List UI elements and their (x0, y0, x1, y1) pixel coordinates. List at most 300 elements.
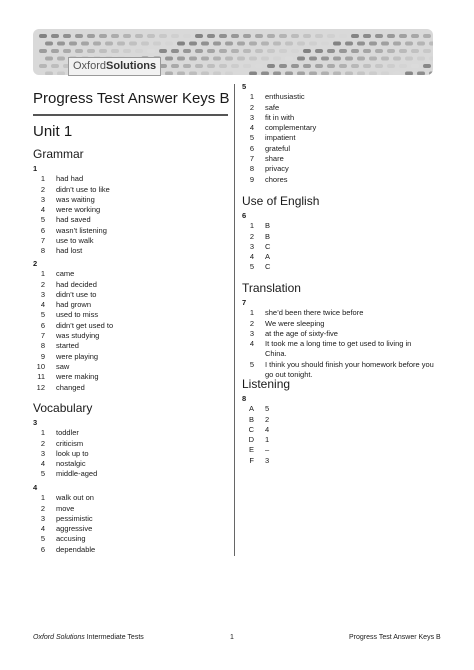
pattern-dash (177, 57, 185, 61)
answer-number: F (249, 455, 254, 465)
answer-text: had lost (56, 246, 83, 256)
answer-number: E (248, 445, 254, 455)
answer-item (242, 92, 434, 102)
footer-level: Intermediate Tests (84, 634, 144, 641)
answer-text: had decided (56, 279, 97, 289)
answer-number: 6 (40, 544, 45, 554)
answer-text: It took me a long time to get used to living in China. (265, 339, 412, 359)
pattern-dash (387, 49, 395, 53)
pattern-dash (411, 64, 419, 68)
pattern-dash (171, 34, 179, 38)
pattern-dash (411, 34, 419, 38)
pattern-dash (255, 64, 263, 68)
pattern-dash (111, 34, 119, 38)
pattern-dash (309, 72, 317, 76)
answer-item (33, 362, 228, 372)
pattern-dash (381, 72, 389, 76)
answer-number: 7 (40, 236, 45, 246)
answer-item (33, 545, 228, 555)
pattern-dash (213, 57, 221, 61)
answer-item (242, 415, 434, 425)
pattern-dash (51, 64, 59, 68)
answer-number: 2 (40, 438, 45, 448)
pattern-dash (153, 42, 161, 46)
answer-item (242, 456, 434, 466)
answer-item (242, 308, 434, 318)
pattern-dash (351, 34, 359, 38)
answer-number: 5 (40, 469, 45, 479)
pattern-dash (429, 72, 433, 76)
answer-number: 1 (40, 269, 45, 279)
pattern-dash (273, 57, 281, 61)
pattern-dash (423, 34, 431, 38)
pattern-dash (159, 49, 167, 53)
pattern-dash (291, 64, 299, 68)
answer-text: nostalgic (56, 459, 86, 469)
answer-text: fit in with (265, 112, 295, 122)
answer-text: didn’t use to like (56, 184, 110, 194)
answer-number: 9 (249, 174, 254, 184)
pattern-dash (201, 42, 209, 46)
pattern-dash (177, 42, 185, 46)
answer-text: enthusiastic (265, 92, 305, 102)
answer-item (33, 226, 228, 236)
pattern-dash (303, 49, 311, 53)
answer-text: used to miss (56, 310, 99, 320)
pattern-dash (147, 34, 155, 38)
answer-item (242, 319, 434, 329)
answer-text: look up to (56, 448, 89, 458)
pattern-dash (297, 57, 305, 61)
pattern-dash (321, 72, 329, 76)
pattern-dash (183, 34, 191, 38)
oxford-solutions-logo (68, 57, 161, 76)
answer-text: didn’t get used to (56, 320, 114, 330)
answer-item (242, 425, 434, 435)
answer-number: 1 (40, 493, 45, 503)
pattern-dash (225, 42, 233, 46)
answer-text: 3 (265, 455, 270, 465)
exercise-8 (242, 394, 434, 466)
answer-item (33, 290, 228, 300)
pattern-dash (237, 42, 245, 46)
answer-item (242, 339, 434, 360)
answer-number: 8 (40, 341, 45, 351)
pattern-dash (369, 72, 377, 76)
answer-item (242, 435, 434, 445)
pattern-dash (261, 57, 269, 61)
exercise-7 (242, 298, 434, 380)
answer-text: grateful (265, 143, 291, 153)
pattern-dash (417, 72, 425, 76)
pattern-dash (315, 34, 323, 38)
pattern-dash (279, 64, 287, 68)
pattern-dash (51, 34, 59, 38)
pattern-dash (219, 34, 227, 38)
footer-page-number: 1 (230, 634, 234, 641)
pattern-dash (57, 72, 65, 76)
answer-text: dependable (56, 544, 96, 554)
answer-number: D (248, 435, 254, 445)
pattern-dash (225, 57, 233, 61)
column-divider (234, 84, 235, 556)
pattern-dash (201, 72, 209, 76)
logo-word-oxford: Oxford (73, 60, 107, 72)
pattern-dash (243, 34, 251, 38)
pattern-dash (135, 34, 143, 38)
pattern-dash (255, 34, 263, 38)
pattern-dash (249, 72, 257, 76)
answer-text: C (265, 241, 271, 251)
answer-item (242, 232, 434, 242)
answer-number: 2 (249, 102, 254, 112)
answer-item (33, 524, 228, 534)
answer-number: 2 (40, 184, 45, 194)
answer-item (242, 262, 434, 272)
answer-text: changed (56, 382, 85, 392)
footer-right: Progress Test Answer Keys B (349, 634, 441, 641)
pattern-dash (351, 49, 359, 53)
exercise-number: 4 (33, 483, 38, 492)
unit-title: Unit 1 (33, 123, 73, 140)
answer-number: 4 (40, 300, 45, 310)
pattern-dash (249, 57, 257, 61)
answer-number: 2 (40, 503, 45, 513)
pattern-dash (279, 34, 287, 38)
pattern-dash (405, 57, 413, 61)
pattern-dash (333, 57, 341, 61)
pattern-dash (357, 57, 365, 61)
pattern-dash (123, 34, 131, 38)
answer-item (242, 221, 434, 231)
exercise-5 (242, 82, 434, 185)
pattern-dash (327, 34, 335, 38)
answer-text: she’d been there twice before (265, 308, 364, 318)
footer-series-name: Oxford Solutions (33, 634, 85, 641)
exercise-number: 8 (242, 394, 247, 403)
answer-item (242, 144, 434, 154)
answer-text: aggressive (56, 524, 93, 534)
answer-item (33, 439, 228, 449)
answer-number: 10 (36, 361, 45, 371)
answer-number: 4 (249, 252, 254, 262)
answer-item (242, 164, 434, 174)
pattern-dash (39, 34, 47, 38)
pattern-dash (249, 42, 257, 46)
answer-item (242, 242, 434, 252)
answer-item (33, 534, 228, 544)
answer-number: 6 (40, 320, 45, 330)
pattern-dash (279, 49, 287, 53)
pattern-dash (183, 49, 191, 53)
answer-text: share (265, 154, 284, 164)
pattern-dash (189, 72, 197, 76)
answer-number: 1 (40, 174, 45, 184)
pattern-dash (291, 49, 299, 53)
answer-item (33, 205, 228, 215)
answer-number: 5 (249, 262, 254, 272)
pattern-dash (357, 72, 365, 76)
footer-left (33, 634, 144, 641)
pattern-dash (303, 34, 311, 38)
answer-item (33, 280, 228, 290)
answer-item (33, 195, 228, 205)
section-vocabulary: Vocabulary (33, 401, 93, 415)
pattern-dash (315, 49, 323, 53)
answer-text: C (265, 262, 271, 272)
answer-text: walk out on (56, 493, 94, 503)
pattern-dash (393, 42, 401, 46)
pattern-dash (387, 34, 395, 38)
answer-item (33, 459, 228, 469)
pattern-dash (159, 34, 167, 38)
pattern-dash (255, 49, 263, 53)
answer-number: 4 (249, 339, 254, 349)
pattern-dash (105, 42, 113, 46)
answer-number: B (248, 414, 254, 424)
pattern-dash (195, 49, 203, 53)
answer-text: wasn’t listening (56, 225, 107, 235)
answer-item (33, 514, 228, 524)
answer-number: 5 (249, 359, 254, 369)
answer-text: toddler (56, 428, 79, 438)
answer-item (33, 215, 228, 225)
answer-number: 4 (249, 123, 254, 133)
pattern-dash (333, 42, 341, 46)
answer-item (33, 493, 228, 503)
pattern-dash (129, 42, 137, 46)
answer-number: 1 (249, 221, 254, 231)
answer-number: 5 (40, 534, 45, 544)
pattern-dash (243, 49, 251, 53)
pattern-dash (87, 34, 95, 38)
pattern-dash (165, 72, 173, 76)
answer-number: 3 (40, 513, 45, 523)
pattern-dash (225, 72, 233, 76)
pattern-dash (315, 64, 323, 68)
answer-text: I think you should finish your homework before you go out tonight. (265, 359, 434, 380)
answer-number: 5 (40, 310, 45, 320)
pattern-dash (327, 49, 335, 53)
pattern-dash (99, 49, 107, 53)
answer-number: 1 (249, 308, 254, 318)
answer-item (242, 175, 434, 185)
pattern-dash (267, 34, 275, 38)
pattern-dash (111, 49, 119, 53)
exercise-2 (33, 259, 228, 393)
title-underline (33, 114, 228, 116)
pattern-dash (309, 57, 317, 61)
pattern-dash (39, 49, 47, 53)
pattern-dash (333, 72, 341, 76)
pattern-dash (45, 72, 53, 76)
answer-number: 7 (249, 154, 254, 164)
answer-text: accusing (56, 534, 86, 544)
pattern-dash (339, 64, 347, 68)
pattern-dash (63, 49, 71, 53)
pattern-dash (207, 49, 215, 53)
pattern-dash (399, 64, 407, 68)
answer-number: 3 (249, 241, 254, 251)
pattern-dash (375, 64, 383, 68)
pattern-dash (207, 64, 215, 68)
pattern-dash (273, 72, 281, 76)
pattern-dash (147, 49, 155, 53)
exercise-6 (242, 211, 434, 273)
answer-text: chores (265, 174, 288, 184)
pattern-dash (171, 64, 179, 68)
pattern-dash (399, 34, 407, 38)
answer-number: 8 (40, 246, 45, 256)
answer-item (33, 174, 228, 184)
pattern-dash (429, 57, 433, 61)
exercise-1 (33, 164, 228, 257)
exercise-number: 3 (33, 418, 38, 427)
pattern-dash (213, 42, 221, 46)
answer-number: 3 (249, 328, 254, 338)
pattern-dash (339, 34, 347, 38)
answer-text: had had (56, 174, 84, 184)
pattern-dash (393, 72, 401, 76)
pattern-dash (87, 49, 95, 53)
pattern-dash (405, 72, 413, 76)
pattern-dash (213, 72, 221, 76)
section-translation: Translation (242, 281, 301, 295)
pattern-dash (237, 72, 245, 76)
pattern-dash (45, 42, 53, 46)
answer-item (33, 449, 228, 459)
answer-text: at the age of sixty-five (265, 328, 338, 338)
answer-number: 2 (40, 279, 45, 289)
pattern-dash (393, 57, 401, 61)
pattern-dash (231, 49, 239, 53)
answer-text: move (56, 503, 75, 513)
answer-item (242, 329, 434, 339)
pattern-dash (381, 42, 389, 46)
answer-number: 4 (40, 459, 45, 469)
exercise-number: 7 (242, 298, 247, 307)
pattern-dash (57, 57, 65, 61)
pattern-dash (363, 64, 371, 68)
pattern-dash (45, 57, 53, 61)
section-grammar: Grammar (33, 147, 84, 161)
pattern-dash (69, 42, 77, 46)
answer-number: 8 (249, 164, 254, 174)
pattern-dash (201, 57, 209, 61)
pattern-dash (231, 34, 239, 38)
answer-text: had saved (56, 215, 91, 225)
answer-text: 1 (265, 435, 270, 445)
pattern-dash (93, 42, 101, 46)
pattern-dash (63, 34, 71, 38)
answer-number: 1 (249, 92, 254, 102)
pattern-dash (267, 64, 275, 68)
pattern-dash (369, 42, 377, 46)
answer-text: privacy (265, 164, 289, 174)
answer-item (242, 103, 434, 113)
pattern-dash (123, 49, 131, 53)
exercise-number: 6 (242, 211, 247, 220)
pattern-dash (141, 42, 149, 46)
answer-number: 12 (36, 382, 45, 392)
pattern-dash (39, 64, 47, 68)
answer-text: started (56, 341, 79, 351)
pattern-dash (171, 49, 179, 53)
answer-item (33, 310, 228, 320)
answer-text: were playing (56, 351, 99, 361)
exercise-number: 1 (33, 164, 38, 173)
exercise-3 (33, 418, 228, 480)
pattern-dash (399, 49, 407, 53)
exercise-number: 2 (33, 259, 38, 268)
answer-number: A (248, 404, 254, 414)
exercise-4 (33, 483, 228, 555)
answer-item (33, 331, 228, 341)
pattern-dash (417, 57, 425, 61)
answer-number: 4 (40, 205, 45, 215)
page-title: Progress Test Answer Keys B (33, 90, 230, 107)
answer-item (242, 133, 434, 143)
answer-number: 3 (249, 112, 254, 122)
pattern-dash (285, 42, 293, 46)
pattern-dash (135, 49, 143, 53)
answer-text: had grown (56, 300, 92, 310)
answer-item (242, 154, 434, 164)
answer-number: 7 (40, 331, 45, 341)
pattern-dash (417, 42, 425, 46)
answer-text: 4 (265, 424, 270, 434)
pattern-dash (207, 34, 215, 38)
pattern-dash (309, 42, 317, 46)
pattern-dash (423, 64, 431, 68)
answer-number: 2 (249, 231, 254, 241)
answer-text: B (265, 221, 271, 231)
pattern-dash (75, 34, 83, 38)
answer-item (33, 185, 228, 195)
pattern-dash (381, 57, 389, 61)
pattern-dash (423, 49, 431, 53)
answer-item (33, 269, 228, 279)
answer-item (33, 246, 228, 256)
answer-text: were working (56, 205, 101, 215)
pattern-dash (243, 64, 251, 68)
answer-number: 6 (249, 143, 254, 153)
pattern-dash (297, 42, 305, 46)
answer-text: We were sleeping (265, 318, 325, 328)
answer-number: 3 (40, 289, 45, 299)
pattern-dash (375, 34, 383, 38)
answer-number: C (248, 424, 254, 434)
answer-number: 5 (40, 215, 45, 225)
pattern-dash (165, 42, 173, 46)
answer-text: came (56, 269, 75, 279)
pattern-dash (177, 72, 185, 76)
pattern-dash (297, 72, 305, 76)
answer-text: use to walk (56, 236, 94, 246)
pattern-dash (327, 64, 335, 68)
pattern-dash (345, 42, 353, 46)
pattern-dash (237, 57, 245, 61)
pattern-dash (429, 42, 433, 46)
pattern-dash (285, 57, 293, 61)
answer-item (33, 341, 228, 351)
answer-number: 3 (40, 194, 45, 204)
pattern-dash (51, 49, 59, 53)
pattern-dash (357, 42, 365, 46)
pattern-dash (219, 49, 227, 53)
answer-text: was studying (56, 331, 100, 341)
answer-text: impatient (265, 133, 296, 143)
